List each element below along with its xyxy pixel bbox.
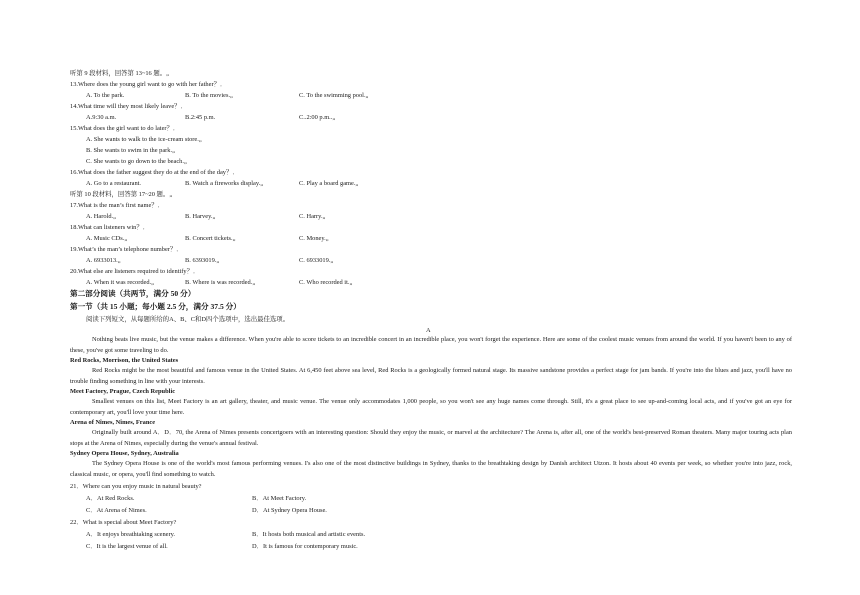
q21-option-a: A．At Red Rocks. <box>86 495 135 502</box>
q22-option-d: D．It is famous for contemporary music. <box>252 543 358 550</box>
reading-instruction: 阅读下列短文，从每题所给的A、B、C和D四个选项中，选出最佳选项。 <box>86 316 290 323</box>
section9-intro: 听第 9 段材料，回答第 13~16 题。„ <box>70 70 169 77</box>
q19-option-c: C. 6933019.„ <box>299 257 334 264</box>
venue4-text: The Sydney Opera House is one of the world's most famous performing venues. I's also one of the most distinctive buildings in Sydney, thanks to the breathtaking design by Danish architect Utzon. It hosts about 40 events per week, so whether you're into jazz, rock, classical music, or opera, you'll find something to watch. <box>70 460 792 478</box>
reading-part-title: 第二部分阅读（共两节，满分 50 分） <box>70 289 196 298</box>
q17-option-b: B. Harvey.„ <box>185 213 216 220</box>
q15-option-a: A. She wants to walk to the ice-cream store.„ <box>86 136 202 143</box>
passage-intro: Nothing beats live music, but the venue makes a difference. When you're able to score tickets to an incredible concert in an incredible place, you won't forget the experience. Here are some of the coolest music venues from around the world. If you haven't been to any of these, you've got some traveling to do. <box>70 336 792 354</box>
q20-stem: 20.What else are listeners required to identify？． <box>70 268 200 275</box>
q16-stem: 16.What does the father suggest they do at the end of the day？． <box>70 169 239 176</box>
q17-option-c: C. Harry.„ <box>299 213 326 220</box>
q15-stem: 15.What does the girl want to do later？． <box>70 125 180 132</box>
q22-option-a: A．It enjoys breathtaking scenery. <box>86 531 176 538</box>
venue2-text: Smallest venues on this list, Meet Factory is an art gallery, theater, and music venue. The venue only accommodates 1,000 people, so you won't see any huge names come through. Still, it's a great place to see up-and-coming local acts, and if you've got an eye for contemporary art, you'll love your time here. <box>70 398 792 416</box>
passage-label: A <box>426 327 431 334</box>
q14-option-c: C..2:00 p.m..„ <box>299 114 336 121</box>
q18-option-c: C. Money.„ <box>299 235 329 242</box>
section10-intro: 听第 10 段材料，回答第 17~20 题。„ <box>70 191 173 198</box>
q13-option-c: C. To the swimming pool.„ <box>299 92 369 99</box>
reading-section-title: 第一节（共 15 小题；每小题 2.5 分，满分 37.5 分） <box>70 302 241 311</box>
venue3-text: Originally built around A．D．70, the Arena of Nimes presents concertgoers with an interesting question: Should they enjoy the music, or marvel at the architecture? The Arena is, after all, one of the world's best-preserved Roman theaters. Many major touring acts plan stops at the Arena of Nimes, especially during the venue's annual festival. <box>70 429 792 447</box>
q21-option-c: C．At Arena of Nimes. <box>86 507 147 514</box>
q20-option-b: B. Where is was recorded.„ <box>185 279 256 286</box>
venue1-title: Red Rocks, Morrison, the United States <box>70 357 179 364</box>
q22-stem: 22．What is special about Meet Factory? <box>70 519 177 526</box>
q13-option-a: A. To the park. <box>86 92 125 99</box>
q17-option-a: A. Harold.„ <box>86 213 116 220</box>
q18-option-a: A. Music CDs.„ <box>86 235 128 242</box>
q19-stem: 19.What’s the man’s telephone number？． <box>70 246 183 253</box>
q14-option-a: A.9:30 a.m. <box>86 114 117 121</box>
q16-option-a: A. Go to a restaurant. <box>86 180 142 187</box>
q17-stem: 17.What is the man’s first name？． <box>70 202 165 209</box>
q19-option-b: B. 6393019.„ <box>185 257 220 264</box>
venue4-title: Sydney Opera House, Sydney, Australia <box>70 450 179 457</box>
q13-option-b: B. To the movies.„ <box>185 92 233 99</box>
q15-option-b: B. She wants to swim in the park.„ <box>86 147 175 154</box>
q16-option-b: B. Watch a fireworks display.„ <box>185 180 264 187</box>
q14-option-b: B.2:45 p.m. <box>185 114 216 121</box>
venue3-title: Arena of Nîmes, Nîmes, France <box>70 419 156 426</box>
q20-option-a: A. When it was recorded.„ <box>86 279 155 286</box>
q15-option-c: C. She wants to go down to the beach.„ <box>86 158 187 165</box>
q21-option-d: D．At Sydney Opera House. <box>252 507 327 514</box>
q22-option-c: C．It is the largest venue of all. <box>86 543 168 550</box>
q18-stem: 18.What can listeners win？． <box>70 224 150 231</box>
venue1-text: Red Rocks might be the most beautiful and famous venue in the United States. At 6,450 feet above sea level, Red Rocks is a geologically formed natural stage. Its massive sandstone provides a perfect stage for jam bands. If you're into the blues and jazz, you'll have no trouble finding something in line with your interests. <box>70 367 792 385</box>
q18-option-b: B. Concert tickets.„ <box>185 235 236 242</box>
q13-stem: 13.Where does the young girl want to go with her father？． <box>70 81 227 88</box>
q20-option-c: C. Who recorded it.„ <box>299 279 353 286</box>
q21-stem: 21．Where can you enjoy music in natural beauty? <box>70 483 202 490</box>
q19-option-a: A. 6933013.„ <box>86 257 121 264</box>
q22-option-b: B．It hosts both musical and artistic events. <box>252 531 366 538</box>
q21-option-b: B．At Meet Factory. <box>252 495 307 502</box>
venue2-title: Meet Factory, Prague, Czech Republic <box>70 388 176 395</box>
q14-stem: 14.What time will they most likely leave？． <box>70 103 187 110</box>
q16-option-c: C. Play a board game.„ <box>299 180 359 187</box>
